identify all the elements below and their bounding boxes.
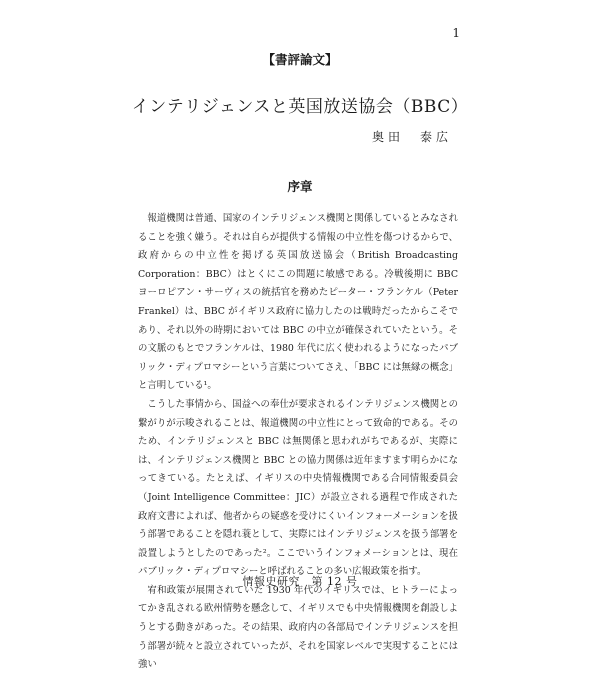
- paragraph: こうした事情から、国益への奉仕が要求されるインテリジェンス機関との繋がりが示唆されることは、報道機関の中立性にとって致命的である。そのため、インテリジェンスと BBC は無関係と思われがちであるが、実際には、インテリジェンス機関と BBC との協力関係は近年ますます明らかになってきている。たとえば、イギリスの中央情報機関である合同情報委員会（Joint Intelligence Committee：JIC）が設立される過程で作成された政府文書によれば、他者からの疑惑を受けにくいインフォーメーションを扱う部署であることを隠れ蓑として、実際にはインテリジェンスを扱う部署を設置しようとしたのであった²。ここでいうインフォメーションとは、現在パブリック・ディプロマシーと呼ばれることの多い広報政策を指す。: [138, 398, 458, 578]
- section-label: 【書評論文】: [262, 52, 338, 67]
- paragraph: 宥和政策が展開されていた 1930 年代のイギリスでは、ヒトラーによってかき乱される欧州情勢を懸念して、イギリスでも中央情報機関を創設しようとする動きがあった。その結果、政府内の各部局でインテリジェンスを担う部署が続々と設立されていったが、それを国家レベルで実現することには強い: [138, 584, 458, 671]
- paragraph: 報道機関は普通、国家のインテリジェンス機関と関係しているとみなされることを強く嫌う。それは自らが提供する情報の中立性を傷つけるからで、政府からの中立性を掲げる英国放送協会（British Broadcasting Corporation：BBC）はとくにこの問題に敏感である。冷戦後期に BBC ヨーロピアン・サーヴィスの統括官を務めたピーター・フランケル（Peter Frankel）は、BBC がイギリス政府に協力したのは戦時だったからこそであり、それ以外の時期においては BBC の中立が確保されていたという。その文脈のもとでフランケルは、1980 年代に広く使われるようになったパブリック・ディプロマシーという言葉についてさえ、「BBC には無縁の概念」と言明している¹。: [138, 213, 458, 392]
- author-name: 奥田 泰広: [371, 130, 452, 144]
- page-number: 1: [452, 26, 460, 40]
- section-heading: 序章: [287, 179, 313, 194]
- article-title: インテリジェンスと英国放送協会（BBC）: [131, 97, 469, 117]
- journal-footer: 情報史研究 第 12 号: [242, 575, 358, 588]
- body-text: [138, 210, 458, 675]
